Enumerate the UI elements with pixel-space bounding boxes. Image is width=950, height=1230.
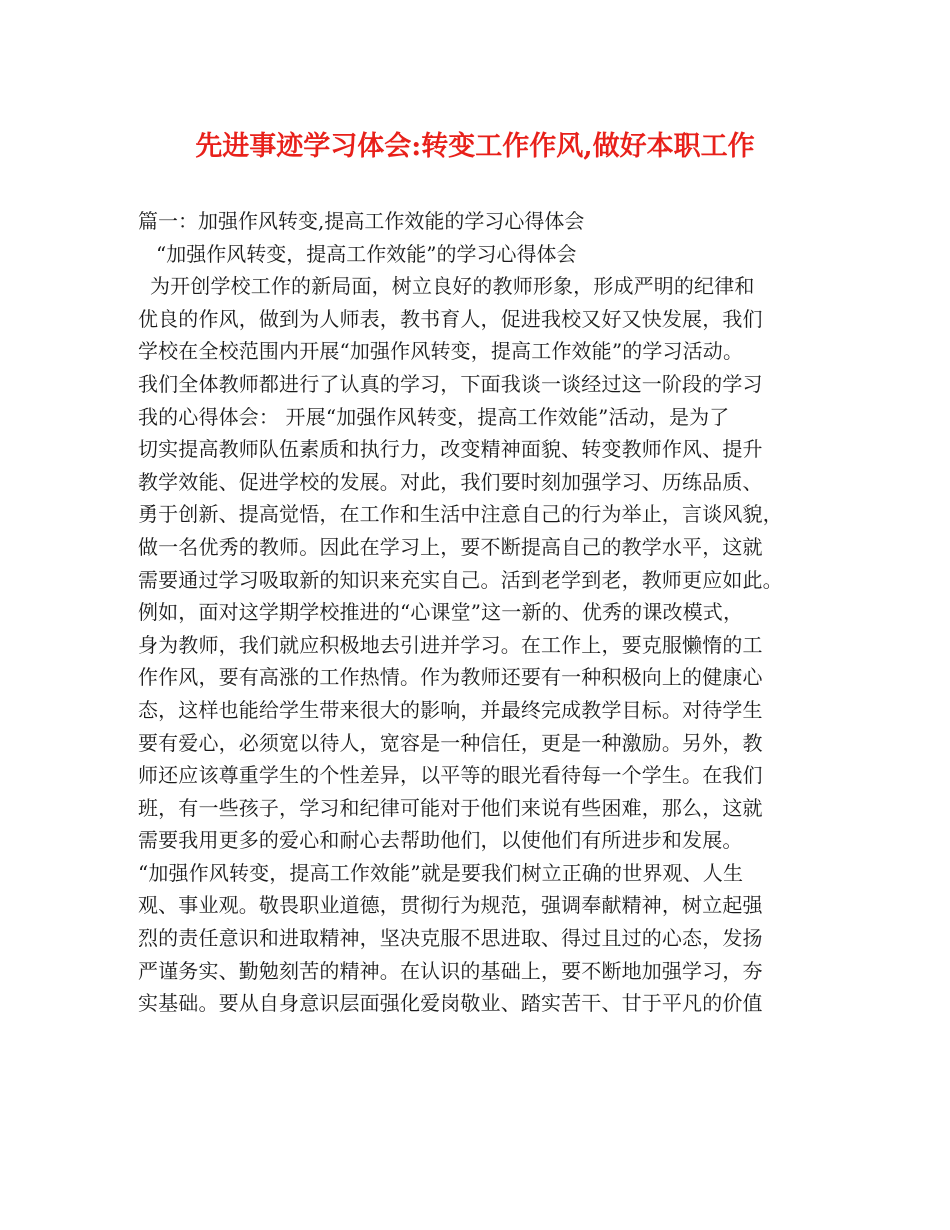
document-body bbox=[138, 205, 838, 1020]
body-line: “加强作风转变，提高工作效能”就是要我们树立正确的世界观、人生 bbox=[138, 860, 744, 885]
body-line: 例如，面对这学期学校推进的“心课堂”这一新的、优秀的课改模式， bbox=[138, 600, 744, 625]
body-line: 作作风，要有高涨的工作热情。作为教师还要有一种积极向上的健康心 bbox=[138, 665, 763, 690]
body-line: 我的心得体会： 开展“加强作风转变，提高工作效能”活动，是为了 bbox=[138, 404, 730, 429]
body-line: 做一名优秀的教师。因此在学习上，要不断提高自己的教学水平，这就 bbox=[138, 534, 763, 559]
body-line: 实基础。要从自身意识层面强化爱岗敬业、踏实苦干、甘于平凡的价值 bbox=[138, 991, 763, 1016]
body-line: 观、事业观。敬畏职业道德，贯彻行为规范，强调奉献精神，树立起强 bbox=[138, 893, 763, 918]
body-line: 班，有一些孩子，学习和纪律可能对于他们来说有些困难，那么，这就 bbox=[138, 795, 763, 820]
section-subheading: “加强作风转变，提高工作效能”的学习心得体会 bbox=[156, 241, 577, 266]
body-line: 要有爱心，必须宽以待人，宽容是一种信任，更是一种激励。另外，教 bbox=[138, 730, 763, 755]
body-line: 严谨务实、勤勉刻苦的精神。在认识的基础上，要不断地加强学习，夯 bbox=[138, 958, 763, 983]
section-heading: 篇一：加强作风转变,提高工作效能的学习心得体会 bbox=[138, 209, 585, 233]
body-line: 身为教师，我们就应积极地去引进并学习。在工作上，要克服懒惰的工 bbox=[138, 632, 763, 657]
body-line: 为开创学校工作的新局面，树立良好的教师形象，形成严明的纪律和 bbox=[150, 274, 755, 299]
body-line: 态，这样也能给学生带来很大的影响，并最终完成教学目标。对待学生 bbox=[138, 697, 763, 722]
body-line: 师还应该尊重学生的个性差异，以平等的眼光看待每一个学生。在我们 bbox=[138, 763, 763, 788]
body-line: 我们全体教师都进行了认真的学习，下面我谈一谈经过这一阶段的学习 bbox=[138, 371, 763, 396]
body-line: 学校在全校范围内开展“加强作风转变，提高工作效能”的学习活动。 bbox=[138, 339, 744, 364]
body-line: 切实提高教师队伍素质和执行力，改变精神面貌、转变教师作风、提升 bbox=[138, 437, 763, 462]
body-line: 勇于创新、提高觉悟，在工作和生活中注意自己的行为举止，言谈风貌， bbox=[138, 502, 783, 527]
body-line: 需要我用更多的爱心和耐心去帮助他们，以使他们有所进步和发展。 bbox=[138, 828, 743, 853]
document-title: 先进事迹学习体会:转变工作作风,做好本职工作 bbox=[195, 131, 755, 162]
body-line: 烈的责任意识和进取精神，坚决克服不思进取、得过且过的心态，发扬 bbox=[138, 926, 763, 951]
body-line: 优良的作风，做到为人师表，教书育人，促进我校又好又快发展，我们 bbox=[138, 306, 763, 331]
body-line: 需要通过学习吸取新的知识来充实自己。活到老学到老，教师更应如此。 bbox=[138, 567, 783, 592]
body-line: 教学效能、促进学校的发展。对此，我们要时刻加强学习、历练品质、 bbox=[138, 469, 763, 494]
